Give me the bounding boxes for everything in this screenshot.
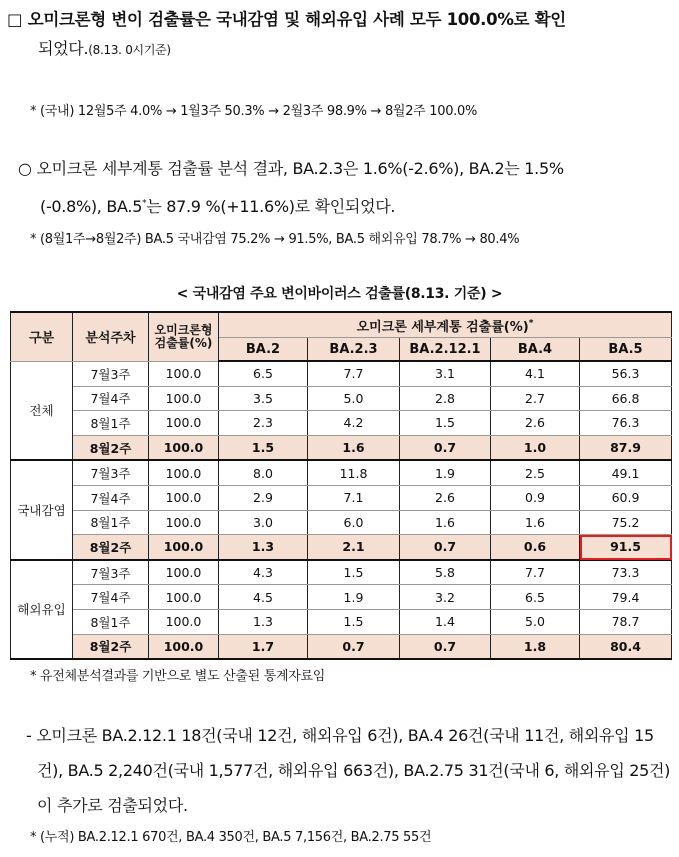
table-caption: < 국내감염 주요 변이바이러스 검출률(8.13. 기준) > (176, 286, 503, 302)
header-omicron-line1: 오미크론형 (154, 322, 213, 337)
variant-rate-cell: 2.9 (219, 485, 308, 510)
variant-rate-cell: 1.6 (308, 435, 400, 460)
omicron-rate-cell: 100.0 (149, 386, 219, 411)
variant-rate-cell: 2.7 (491, 386, 580, 411)
section1-title-line2-main: 되었다. (38, 39, 89, 58)
variant-rate-cell: 7.7 (491, 560, 580, 585)
table-row (11, 435, 672, 460)
section3-line3: 이 추가로 검출되었다. (37, 796, 188, 815)
table-row (11, 535, 672, 560)
omicron-rate-cell: 100.0 (149, 485, 219, 510)
variant-rate-cell: 1.3 (219, 535, 308, 560)
variant-rate-cell: 2.1 (308, 535, 400, 560)
variant-rate-cell: 3.1 (400, 361, 491, 386)
variant-rate-cell: 80.4 (580, 634, 672, 659)
table-row (11, 609, 672, 634)
variant-rate-cell: 0.7 (400, 435, 491, 460)
variant-rate-cell: 87.9 (580, 435, 672, 460)
variant-rate-cell: 2.3 (219, 411, 308, 436)
week-cell: 7월4주 (73, 386, 149, 411)
section3-note: * (누적) BA.2.12.1 670건, BA.4 350건, BA.5 7,156건, BA.2.75 55건 (30, 830, 432, 845)
variant-rate-cell: 1.8 (491, 634, 580, 659)
section2-line2-pre: (-0.8%), BA.5 (40, 197, 143, 216)
variant-rate-cell: 3.5 (219, 386, 308, 411)
week-cell: 7월3주 (73, 560, 149, 585)
header-subtype-title-text: 오미크론 세부계통 검출률(%) (356, 319, 529, 335)
variant-rate-cell: 6.0 (308, 510, 400, 535)
week-cell: 8월2주 (73, 435, 149, 460)
variant-rate-cell: 1.5 (308, 560, 400, 585)
section1-title-line1: □ 오미크론형 변이 검출률은 국내감염 및 해외유입 사례 모두 100.0%로 확인 (7, 10, 566, 29)
header-variant: BA.2.3 (308, 338, 400, 362)
section2-line2-post: 는 87.9 %(+11.6%)로 확인되었다. (146, 197, 396, 216)
section1-note: * (국내) 12월5주 4.0% → 1월3주 50.3% → 2월3주 98.9% → 8월2주 100.0% (30, 104, 478, 119)
variant-rate-cell: 5.0 (491, 609, 580, 634)
omicron-rate-cell: 100.0 (149, 535, 219, 560)
week-cell: 8월1주 (73, 411, 149, 436)
variant-rate-cell: 1.9 (308, 585, 400, 610)
header-week: 분석주차 (73, 312, 149, 361)
variant-rate-cell: 2.6 (400, 485, 491, 510)
variant-rate-cell: 0.7 (400, 634, 491, 659)
variant-rate-cell: 6.5 (491, 585, 580, 610)
group-label: 전체 (11, 361, 73, 460)
table-row (11, 485, 672, 510)
variant-rate-cell: 0.7 (400, 535, 491, 560)
variant-rate-cell: 73.3 (580, 560, 672, 585)
section1-title-line2 (38, 36, 171, 59)
variant-rate-cell: 2.5 (491, 460, 580, 485)
variant-rate-cell: 4.3 (219, 560, 308, 585)
variant-rate-cell: 1.6 (400, 510, 491, 535)
header-variant: BA.2 (219, 338, 308, 362)
header-subtype-title-sup: * (528, 318, 534, 329)
variant-rate-cell: 5.8 (400, 560, 491, 585)
omicron-rate-cell: 100.0 (149, 609, 219, 634)
table-row (11, 560, 672, 585)
variant-rate-cell: 75.2 (580, 510, 672, 535)
omicron-rate-cell: 100.0 (149, 585, 219, 610)
group-label: 해외유입 (11, 560, 73, 659)
omicron-rate-cell: 100.0 (149, 460, 219, 485)
variant-rate-cell: 5.0 (308, 386, 400, 411)
section3-line2: 건), BA.5 2,240건(국내 1,577건, 해외유입 663건), BA.2.75 31건(국내 6, 해외유입 25건) (37, 761, 671, 780)
variant-rate-cell: 1.5 (308, 609, 400, 634)
variant-rate-cell: 49.1 (580, 460, 672, 485)
header-omicron (149, 312, 219, 361)
variant-rate-cell: 4.5 (219, 585, 308, 610)
header-variant: BA.5 (580, 338, 672, 362)
variant-rate-cell: 76.3 (580, 411, 672, 436)
omicron-rate-cell: 100.0 (149, 560, 219, 585)
section2-line2-sup: * (142, 198, 147, 209)
section2-line2 (40, 194, 395, 217)
week-cell: 8월2주 (73, 535, 149, 560)
header-subtype-title (219, 312, 672, 338)
variant-rate-cell: 8.0 (219, 460, 308, 485)
variant-rate-cell: 1.5 (219, 435, 308, 460)
section2-note: * (8월1주→8월2주) BA.5 국내감염 75.2% → 91.5%, BA.5 해외유입 78.7% → 80.4% (30, 232, 520, 247)
variant-rate-cell: 4.1 (491, 361, 580, 386)
section1-date: (8.13. 0시기준) (88, 43, 171, 57)
variant-rate-cell: 7.7 (308, 361, 400, 386)
variant-rate-cell: 3.2 (400, 585, 491, 610)
variant-rate-cell: 1.6 (491, 510, 580, 535)
omicron-rate-cell: 100.0 (149, 435, 219, 460)
table-row (11, 510, 672, 535)
variant-rate-cell: 1.7 (219, 634, 308, 659)
week-cell: 7월4주 (73, 585, 149, 610)
variant-rate-cell: 1.3 (219, 609, 308, 634)
variant-rate-cell: 11.8 (308, 460, 400, 485)
week-cell: 8월1주 (73, 609, 149, 634)
omicron-rate-cell: 100.0 (149, 510, 219, 535)
variant-rate-cell: 0.6 (491, 535, 580, 560)
variant-detection-table (10, 311, 672, 660)
week-cell: 8월2주 (73, 634, 149, 659)
variant-rate-cell: 3.0 (219, 510, 308, 535)
table-row (11, 460, 672, 485)
variant-rate-cell: 2.8 (400, 386, 491, 411)
header-group: 구분 (11, 312, 73, 361)
header-variant: BA.4 (491, 338, 580, 362)
variant-rate-cell: 2.6 (491, 411, 580, 436)
omicron-rate-cell: 100.0 (149, 634, 219, 659)
variant-rate-cell: 4.2 (308, 411, 400, 436)
variant-rate-cell: 0.7 (308, 634, 400, 659)
omicron-rate-cell: 100.0 (149, 411, 219, 436)
table-row (11, 585, 672, 610)
header-variant: BA.2.12.1 (400, 338, 491, 362)
variant-rate-cell: 1.0 (491, 435, 580, 460)
variant-rate-cell: 60.9 (580, 485, 672, 510)
table-row (11, 634, 672, 659)
week-cell: 8월1주 (73, 510, 149, 535)
variant-rate-cell: 1.9 (400, 460, 491, 485)
variant-rate-cell: 78.7 (580, 609, 672, 634)
variant-rate-cell: 6.5 (219, 361, 308, 386)
variant-rate-cell: 1.4 (400, 609, 491, 634)
week-cell: 7월3주 (73, 460, 149, 485)
section3-line1: - 오미크론 BA.2.12.1 18건(국내 12건, 해외유입 6건), BA.4 26건(국내 11건, 해외유입 15 (26, 726, 654, 745)
variant-rate-cell: 1.5 (400, 411, 491, 436)
week-cell: 7월4주 (73, 485, 149, 510)
table-row (11, 386, 672, 411)
variant-rate-cell: 0.9 (491, 485, 580, 510)
header-omicron-line2: 검출률(%) (154, 335, 213, 350)
variant-rate-cell: 7.1 (308, 485, 400, 510)
variant-rate-cell: 79.4 (580, 585, 672, 610)
table-row (11, 411, 672, 436)
omicron-rate-cell: 100.0 (149, 361, 219, 386)
variant-rate-cell: 56.3 (580, 361, 672, 386)
table-footnote: * 유전체분석결과를 기반으로 별도 산출된 통계자료임 (30, 669, 326, 684)
variant-rate-cell: 66.8 (580, 386, 672, 411)
group-label: 국내감염 (11, 460, 73, 559)
section2-line1: ○ 오미크론 세부계통 검출률 분석 결과, BA.2.3은 1.6%(-2.6%), BA.2는 1.5% (18, 159, 564, 178)
variant-rate-cell: 91.5 (580, 535, 672, 560)
table-row (11, 361, 672, 386)
week-cell: 7월3주 (73, 361, 149, 386)
